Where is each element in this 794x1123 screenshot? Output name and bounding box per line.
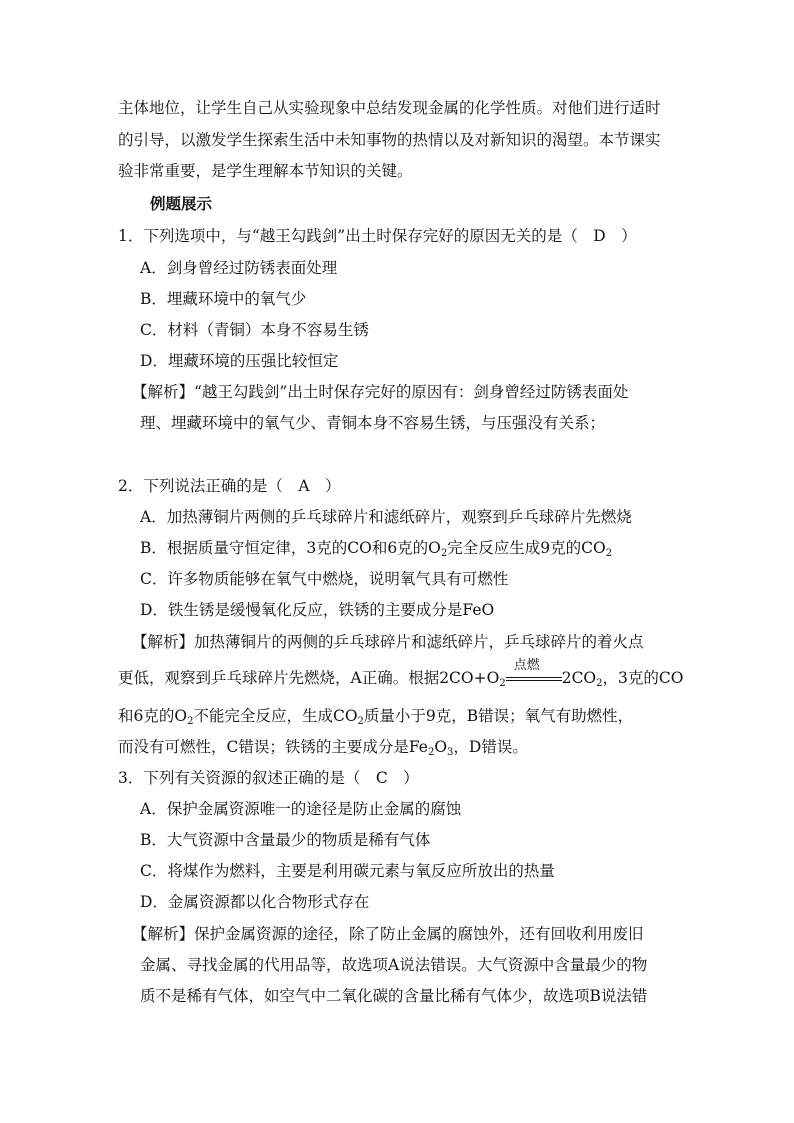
q2-analysis-text-1: 更低，观察到乒乓球碎片先燃烧，A正确。根据2CO+O bbox=[118, 669, 500, 687]
q2-option-c: C．许多物质能够在氧气中燃烧，说明氧气具有可燃性 bbox=[140, 570, 509, 588]
reaction-condition bbox=[506, 658, 562, 688]
q2-analysis-text-8: O bbox=[434, 738, 448, 756]
q2-analysis-sub-1: 2 bbox=[499, 678, 506, 689]
q3-option-b: B．大气资源中含量最少的物质是稀有气体 bbox=[140, 831, 431, 849]
q2-analysis-text-4: 和6克的O bbox=[118, 707, 188, 725]
q2-analysis-text-3: ，3克的CO bbox=[602, 669, 684, 687]
condition-label: 点燃 bbox=[513, 658, 540, 673]
q2-stem: 2．下列说法正确的是（ A ） bbox=[118, 477, 341, 495]
q2-option-b-text-2: 完全反应生成9克的CO bbox=[447, 539, 606, 557]
intro-line-1: 主体地位，让学生自己从实验现象中总结发现金属的化学性质。对他们进行适时 bbox=[118, 99, 661, 117]
q2-analysis-text-9: ，D错误。 bbox=[453, 738, 528, 756]
q2-analysis-line-1: 【解析】加热薄铜片的两侧的乒乓球碎片和滤纸碎片，乒乓球碎片的着火点 bbox=[132, 633, 644, 651]
q2-option-d: D．铁生锈是缓慢氧化反应，铁锈的主要成分是FeO bbox=[140, 601, 495, 619]
q1-option-a: A．剑身曾经过防锈表面处理 bbox=[140, 259, 338, 277]
q2-option-a: A．加热薄铜片两侧的乒乓球碎片和滤纸碎片，观察到乒乓球碎片先燃烧 bbox=[140, 508, 632, 526]
q3-analysis-line-3: 质不是稀有气体，如空气中二氧化碳的含量比稀有气体少，故选项B说法错 bbox=[140, 987, 648, 1005]
q2-analysis-sub-2: 2 bbox=[596, 678, 603, 689]
q3-option-a: A．保护金属资源唯一的途径是防止金属的腐蚀 bbox=[140, 800, 462, 818]
q3-analysis-line-2: 金属、寻找金属的代用品等，故选项A说法错误。大气资源中含量最少的物 bbox=[140, 956, 648, 974]
section-title: 例题展示 bbox=[150, 194, 213, 213]
q2-option-b-sub-1: 2 bbox=[440, 548, 448, 559]
q2-analysis-line-2 bbox=[118, 658, 684, 694]
q3-option-c: C．将煤作为燃料，主要是利用碳元素与氧反应所放出的热量 bbox=[140, 862, 555, 880]
q3-option-d: D．金属资源都以化合物形式存在 bbox=[140, 893, 370, 911]
intro-line-2: 的引导，以激发学生探索生活中未知事物的热情以及对新知识的渴望。本节课实 bbox=[118, 131, 661, 149]
q2-analysis-sub-3: 2 bbox=[187, 716, 194, 727]
q1-option-b: B．埋藏环境中的氧气少 bbox=[140, 290, 307, 308]
reaction-line-2 bbox=[506, 680, 562, 681]
q2-analysis-line-3 bbox=[118, 706, 633, 732]
q2-analysis-sub-4: 2 bbox=[357, 716, 364, 727]
q2-option-b-text-1: B．根据质量守恒定律，3克的CO和6克的O bbox=[140, 539, 441, 557]
q2-analysis-sub-6: 3 bbox=[447, 747, 454, 758]
q2-analysis-sub-5: 2 bbox=[427, 747, 435, 758]
q3-analysis-line-1: 【解析】保护金属资源的途径，除了防止金属的腐蚀外，还有回收利用废旧 bbox=[132, 925, 644, 943]
q1-option-c: C．材料（青铜）本身不容易生锈 bbox=[140, 321, 369, 339]
q1-analysis-line-2: 理、埋藏环境中的氧气少、青铜本身不容易生锈，与压强没有关系； bbox=[140, 414, 606, 432]
q2-analysis-text-2: 2CO bbox=[561, 669, 597, 687]
q2-analysis-text-5: 不能完全反应，生成CO bbox=[193, 707, 358, 725]
q2-option-b-sub-2: 2 bbox=[605, 548, 613, 559]
q1-analysis-line-1: 【解析】“越王勾践剑”出土时保存完好的原因有：剑身曾经过防锈表面处 bbox=[132, 383, 629, 401]
q2-option-b bbox=[140, 538, 612, 564]
q2-analysis-text-7: 而没有可燃性，C错误；铁锈的主要成分是Fe bbox=[118, 738, 428, 756]
q1-option-d: D．埋藏环境的压强比较恒定 bbox=[140, 352, 339, 370]
reaction-line bbox=[506, 677, 562, 678]
q3-stem: 3．下列有关资源的叙述正确的是（ C ） bbox=[118, 769, 419, 787]
q2-analysis-line-4 bbox=[118, 737, 528, 763]
q1-stem: 1．下列选项中，与“越王勾践剑”出土时保存完好的原因无关的是（ D ） bbox=[118, 227, 637, 245]
q2-analysis-text-6: 质量小于9克，B错误；氧气有助燃性， bbox=[363, 707, 634, 725]
intro-line-3: 验非常重要，是学生理解本节知识的关键。 bbox=[118, 162, 413, 180]
